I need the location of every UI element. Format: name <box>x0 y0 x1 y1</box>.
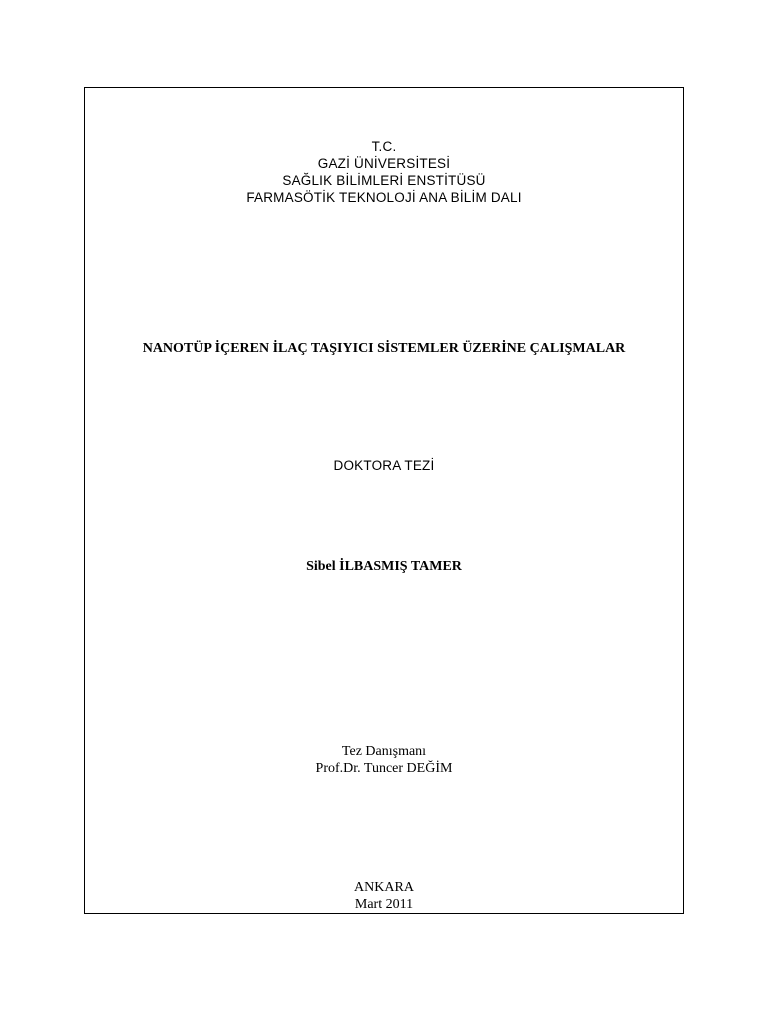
header-department: FARMASÖTİK TEKNOLOJİ ANA BİLİM DALI <box>246 190 522 205</box>
city: ANKARA <box>354 880 414 895</box>
advisor-label: Tez Danışmanı <box>341 744 427 759</box>
date: Mart 2011 <box>354 897 414 912</box>
header-university: GAZİ ÜNİVERSİTESİ <box>317 156 451 171</box>
header-institute: SAĞLIK BİLİMLERİ ENSTİTÜSÜ <box>282 173 486 188</box>
page-border <box>84 87 684 914</box>
author-name: Sibel İLBASMIŞ TAMER <box>306 559 462 574</box>
degree-type: DOKTORA TEZİ <box>333 458 435 473</box>
header-country: T.C. <box>371 139 397 154</box>
thesis-title: NANOTÜP İÇEREN İLAÇ TAŞIYICI SİSTEMLER ÜZERİNE ÇALIŞMALAR <box>142 341 626 356</box>
advisor-name: Prof.Dr. Tuncer DEĞİM <box>315 761 453 776</box>
